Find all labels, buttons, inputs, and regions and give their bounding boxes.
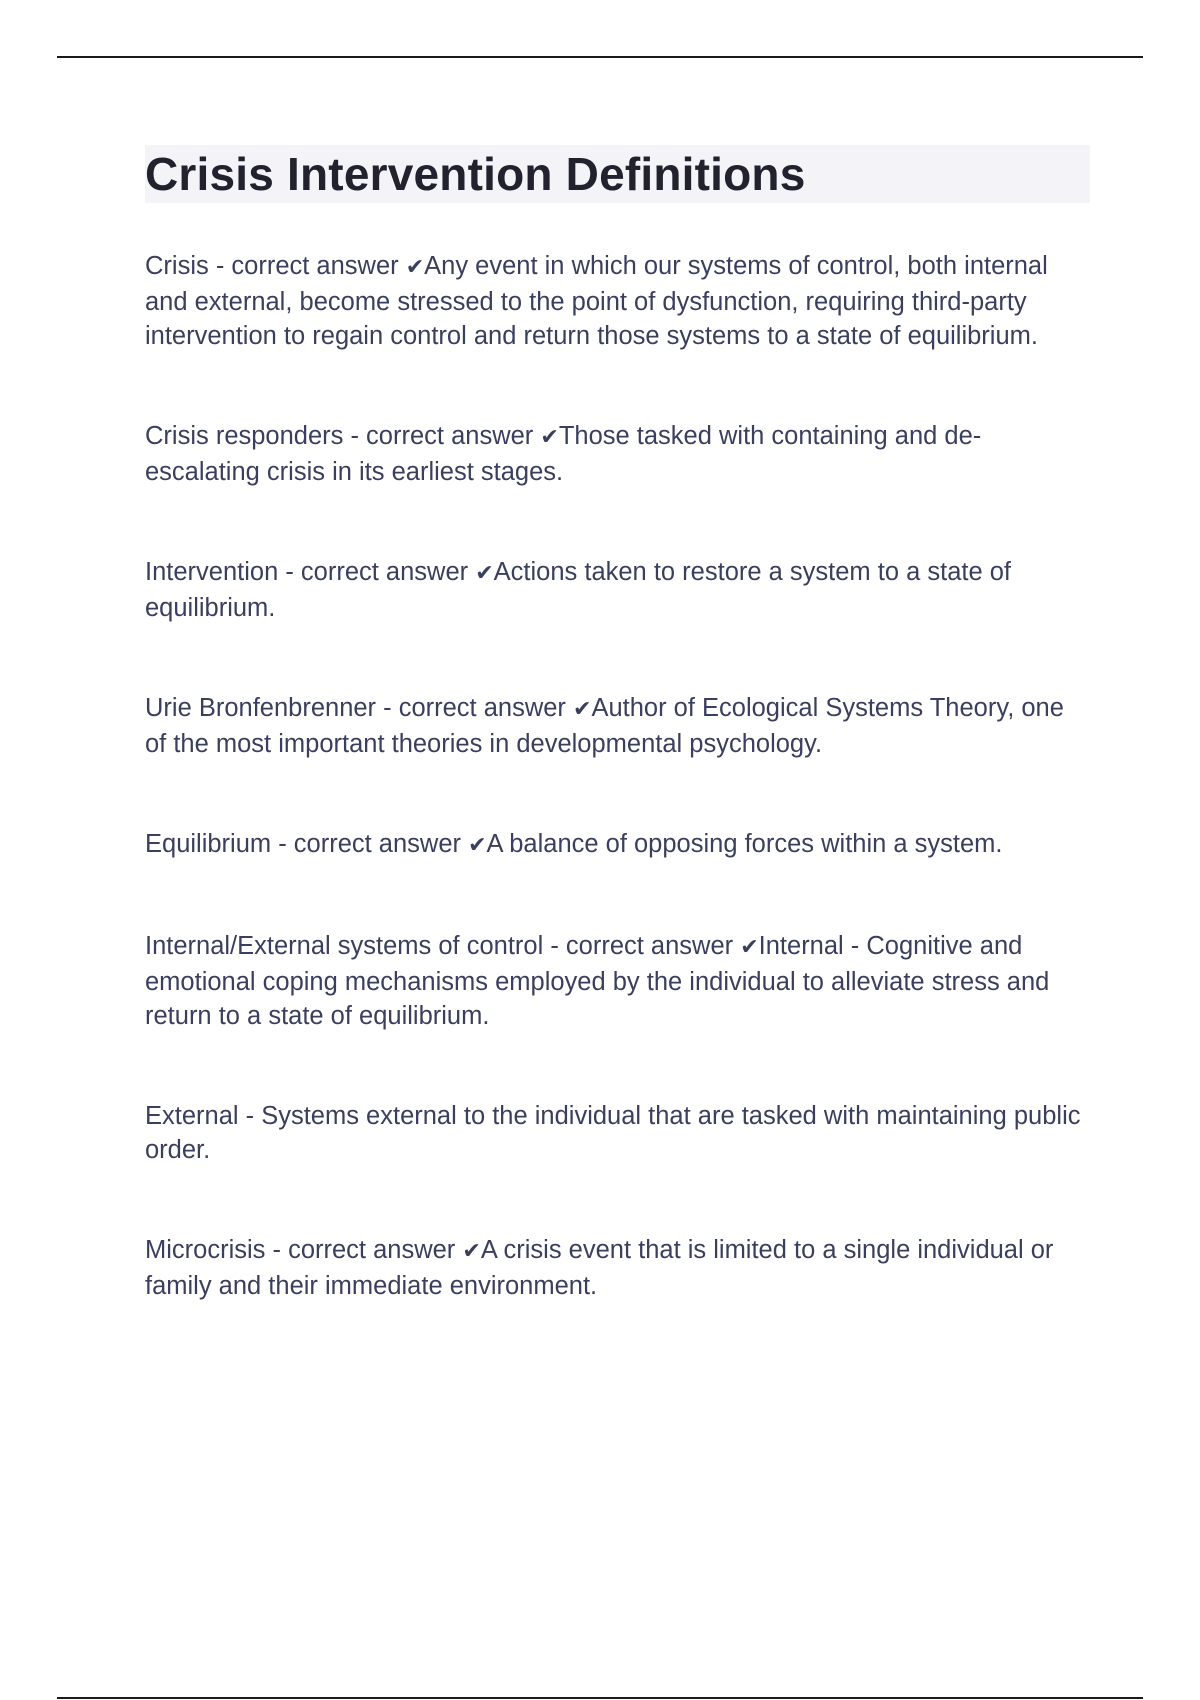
entry-term: Microcrisis - correct answer: [145, 1236, 463, 1264]
document-title: Crisis Intervention Definitions: [145, 148, 806, 200]
checkmark-icon: ✔: [475, 561, 494, 586]
entry-term: Internal/External systems of control - correct answer: [145, 932, 741, 960]
definition-entry-systems-of-control: [145, 929, 1090, 1033]
definition-entry-intervention: [145, 555, 1090, 625]
entry-term: Crisis - correct answer: [145, 252, 406, 280]
checkmark-icon: ✔: [468, 833, 487, 858]
document-body: [145, 145, 1090, 1303]
checkmark-icon: ✔: [462, 1239, 481, 1264]
checkmark-icon: ✔: [405, 255, 425, 280]
entry-definition: A crisis event that is limited to a single individual or family and their immediate environment.: [145, 1236, 1054, 1300]
definition-entry-equilibrium: [145, 827, 1090, 863]
checkmark-icon: ✔: [573, 697, 592, 722]
definition-entry-crisis-responders: [145, 419, 1090, 489]
checkmark-icon: ✔: [540, 425, 559, 450]
bottom-rule: [57, 1697, 1143, 1699]
entry-definition: A balance of opposing forces within a system.: [486, 830, 1003, 858]
entry-definition: External - Systems external to the individual that are tasked with maintaining public order.: [145, 1102, 1081, 1164]
entry-definition: Actions taken to restore a system to a state of equilibrium.: [145, 558, 1011, 622]
entry-term: Equilibrium - correct answer: [145, 830, 469, 858]
definition-entry-crisis: [145, 249, 1090, 353]
checkmark-icon: ✔: [740, 935, 759, 960]
entry-term: Urie Bronfenbrenner - correct answer: [145, 694, 574, 722]
title-banner: [145, 145, 1090, 203]
definition-list: [145, 249, 1090, 1303]
definition-entry-external: [145, 1099, 1090, 1167]
entry-definition: Internal - Cognitive and emotional coping mechanisms employed by the individual to alleviate stress and return to a state of equilibrium.: [145, 932, 1050, 1030]
entry-definition: Those tasked with containing and de-escalating crisis in its earliest stages.: [145, 422, 982, 486]
definition-entry-microcrisis: [145, 1233, 1090, 1303]
top-rule: [57, 56, 1143, 58]
definition-entry-bronfenbrenner: [145, 691, 1090, 761]
entry-term: Intervention - correct answer: [145, 558, 476, 586]
entry-term: Crisis responders - correct answer: [145, 422, 541, 450]
entry-definition: Any event in which our systems of control, both internal and external, become stressed to the point of dysfunction, requiring third-party intervention to regain control and return those systems to a state of equilibrium.: [145, 252, 1048, 350]
entry-definition: Author of Ecological Systems Theory, one of the most important theories in developmental psychology.: [145, 694, 1064, 758]
